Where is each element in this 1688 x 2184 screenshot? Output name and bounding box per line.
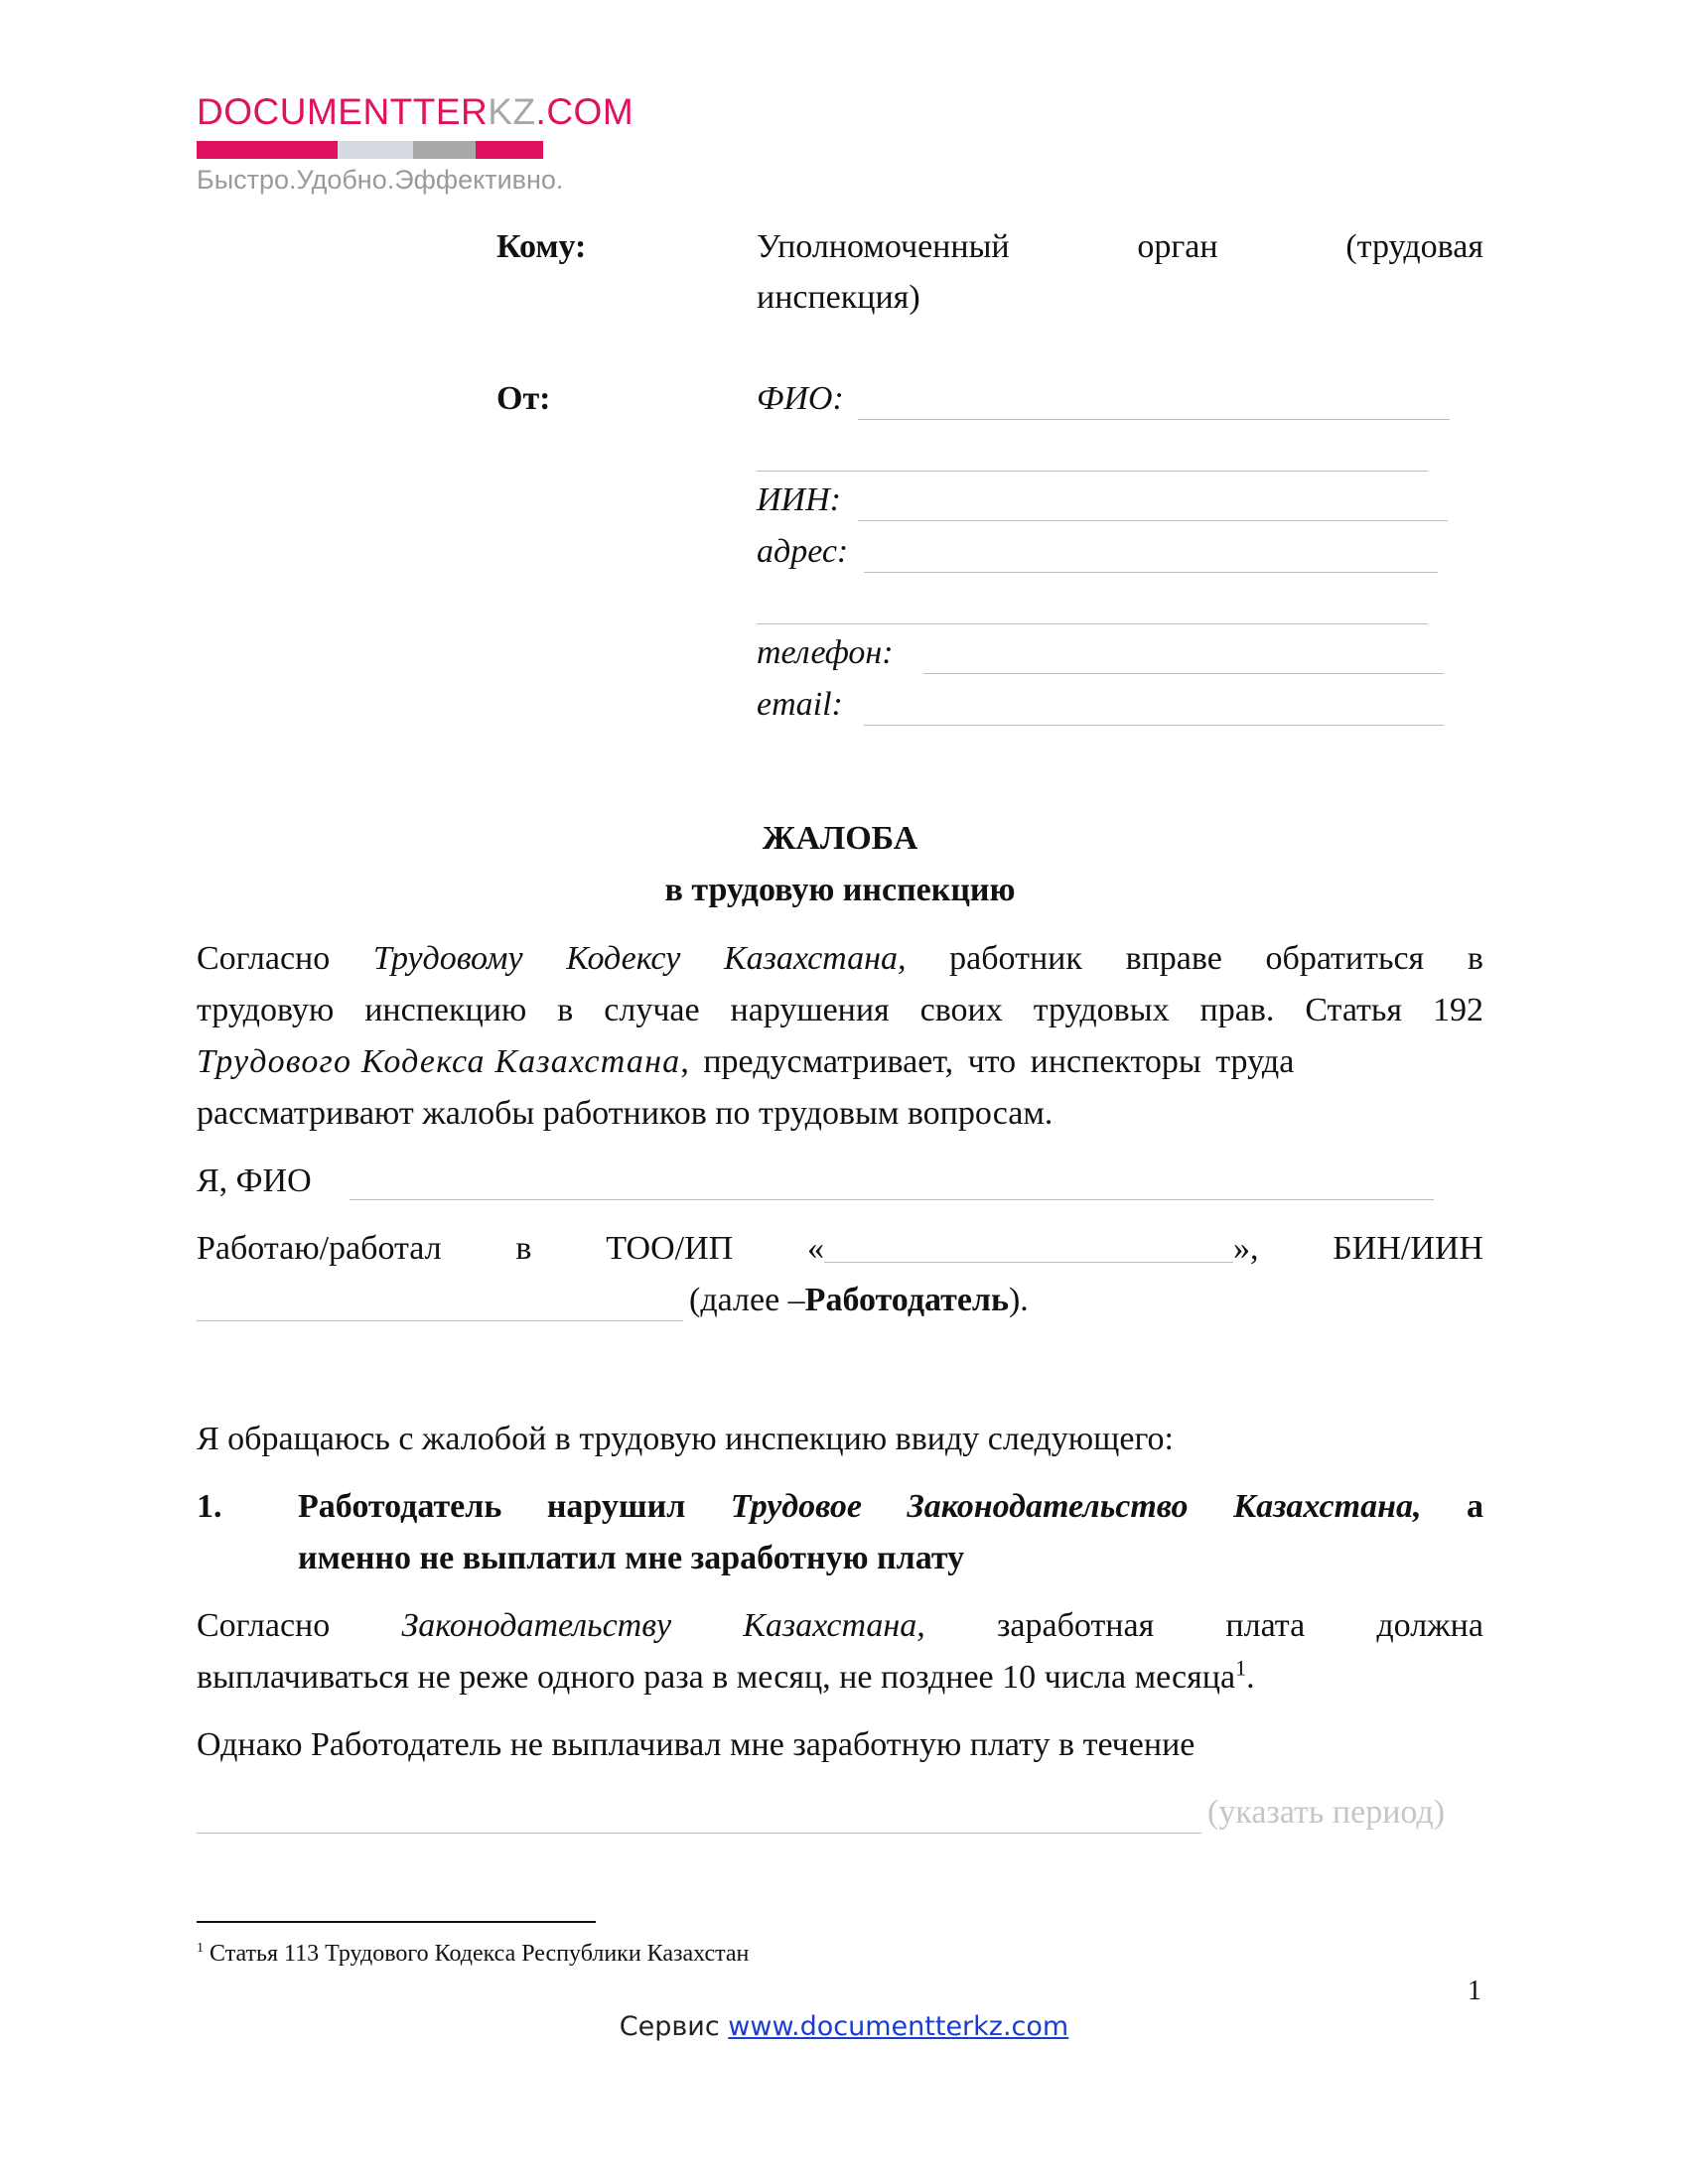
address-input-line[interactable] — [864, 572, 1438, 573]
email-label: email: — [757, 686, 843, 723]
to-word: орган — [1137, 228, 1218, 265]
body2-line: Однако Работодатель не выплачивал мне заработную плату в течение — [197, 1726, 1196, 1763]
intro-word: в — [1467, 940, 1483, 977]
body1-word: Согласно — [197, 1607, 331, 1644]
employer-def-bold: Работодатель — [804, 1282, 1009, 1318]
service-link[interactable]: www.documentterkz.com — [728, 2011, 1069, 2042]
phone-input-line[interactable] — [923, 673, 1444, 674]
logo-name-kz: KZ — [488, 91, 536, 132]
service-footer — [0, 2011, 1688, 2042]
company-name-input-line[interactable] — [824, 1262, 1233, 1263]
to-line-1 — [757, 228, 1483, 266]
body1-word-italic: Казахстана, — [743, 1607, 925, 1644]
intro-word: Трудовому — [372, 940, 523, 977]
employer-def-suffix: ). — [1008, 1282, 1029, 1318]
footnote-mark: 1 — [197, 1941, 204, 1956]
point-word-italic: Трудовое — [730, 1488, 862, 1525]
footnote — [197, 1941, 749, 1968]
to-label: Кому: — [496, 228, 587, 265]
appeal-line: Я обращаюсь с жалобой в трудовую инспекцию ввиду следующего: — [197, 1421, 1174, 1457]
company-name-field — [807, 1223, 1259, 1275]
address-label: адрес: — [757, 533, 849, 570]
employer-def-prefix: (далее – — [689, 1282, 805, 1318]
logo-tagline: Быстро.Удобно.Эффективно. — [197, 165, 564, 195]
works-word: Работаю/работал — [197, 1230, 442, 1267]
logo-name-tld: .COM — [535, 91, 634, 132]
logo-color-bars — [197, 141, 543, 159]
body1-word-italic: Законодательству — [401, 1607, 672, 1644]
intro-word-italic: Казахстана, — [723, 940, 907, 977]
body1-word: заработная — [996, 1607, 1155, 1644]
me-fio-label: Я, ФИО — [197, 1162, 312, 1199]
iin-input-line[interactable] — [858, 520, 1448, 521]
intro-word: Кодексу — [566, 940, 681, 977]
intro-line-4: рассматривают жалобы работников по трудовым вопросам. — [197, 1095, 1054, 1132]
logo-bar-grey — [413, 141, 476, 159]
intro-line-3 — [197, 1036, 1483, 1088]
body1-line-1 — [197, 1600, 1483, 1652]
body1-line-2-end: . — [1246, 1659, 1255, 1696]
to-line-2: инспекция) — [757, 279, 920, 316]
works-word: в — [515, 1230, 532, 1267]
point-line-2: именно не выплатил мне заработную плату — [298, 1540, 965, 1576]
employer-definition — [689, 1275, 1029, 1326]
from-label: От: — [496, 380, 551, 417]
iin-label: ИИН: — [757, 481, 841, 518]
me-fio-input-line[interactable] — [350, 1199, 1434, 1200]
service-label: Сервис — [619, 2011, 720, 2042]
point-number: 1. — [197, 1488, 222, 1525]
to-word: Уполномоченный — [757, 228, 1010, 265]
point-line-1 — [298, 1481, 1483, 1533]
body1-line-2 — [197, 1652, 1255, 1704]
quote-close: », — [1232, 1230, 1259, 1267]
point-word: Работодатель — [298, 1488, 502, 1525]
period-input-line[interactable] — [197, 1833, 1201, 1834]
body1-word: плата — [1225, 1607, 1306, 1644]
page-number: 1 — [1468, 1976, 1481, 2006]
logo-bar-pink-2 — [476, 141, 543, 159]
point-word-italic: Казахстана, — [1233, 1488, 1422, 1525]
email-input-line[interactable] — [864, 725, 1444, 726]
quote-open: « — [806, 1230, 824, 1267]
intro-word — [724, 933, 907, 985]
document-subtitle: в трудовую инспекцию — [664, 872, 1016, 908]
footnote-ref: 1 — [1235, 1655, 1247, 1681]
period-hint: (указать период) — [1207, 1794, 1446, 1831]
body1-word: должна — [1376, 1607, 1483, 1644]
intro-line-2: трудовую инспекцию в случае нарушения своих трудовых прав. Статья 192 — [197, 992, 1483, 1028]
logo-bar-pink — [197, 141, 338, 159]
works-word: ТОО/ИП — [606, 1230, 734, 1267]
fio-input-line[interactable] — [858, 419, 1450, 420]
intro-word: вправе — [1125, 940, 1222, 977]
point-word-italic: Законодательство — [907, 1488, 1189, 1525]
works-line — [197, 1223, 1483, 1275]
footnote-text: Статья 113 Трудового Кодекса Республики Казахстан — [210, 1941, 750, 1967]
document-title: ЖАЛОБА — [762, 820, 918, 857]
to-word: (трудовая — [1345, 228, 1483, 265]
intro-word: обратиться — [1265, 940, 1425, 977]
point-word: а — [1467, 1488, 1483, 1525]
intro-word: Согласно — [197, 940, 331, 977]
logo-bar-light — [338, 141, 413, 159]
body1-line-2-text: выплачиваться не реже одного раза в месяц, не позднее 10 числа месяца — [197, 1659, 1236, 1696]
fio-input-line-2[interactable] — [757, 471, 1428, 472]
intro-line-3-rest: , предусматривает, что инспекторы труда — [680, 1043, 1295, 1080]
address-input-line-2[interactable] — [757, 623, 1428, 624]
phone-label: телефон: — [757, 634, 894, 671]
logo-name-main: DOCUMENTTER — [197, 91, 489, 132]
fio-label: ФИО: — [757, 380, 844, 417]
intro-word: работник — [949, 940, 1082, 977]
brand-logo — [197, 93, 633, 130]
works-word: БИН/ИИН — [1333, 1230, 1483, 1267]
point-word: нарушил — [546, 1488, 686, 1525]
bin-input-line[interactable] — [197, 1320, 683, 1321]
intro-line-1 — [197, 933, 1483, 985]
footnote-separator — [197, 1921, 596, 1923]
intro-italic-code: Трудового Кодекса Казахстана — [197, 1043, 681, 1080]
